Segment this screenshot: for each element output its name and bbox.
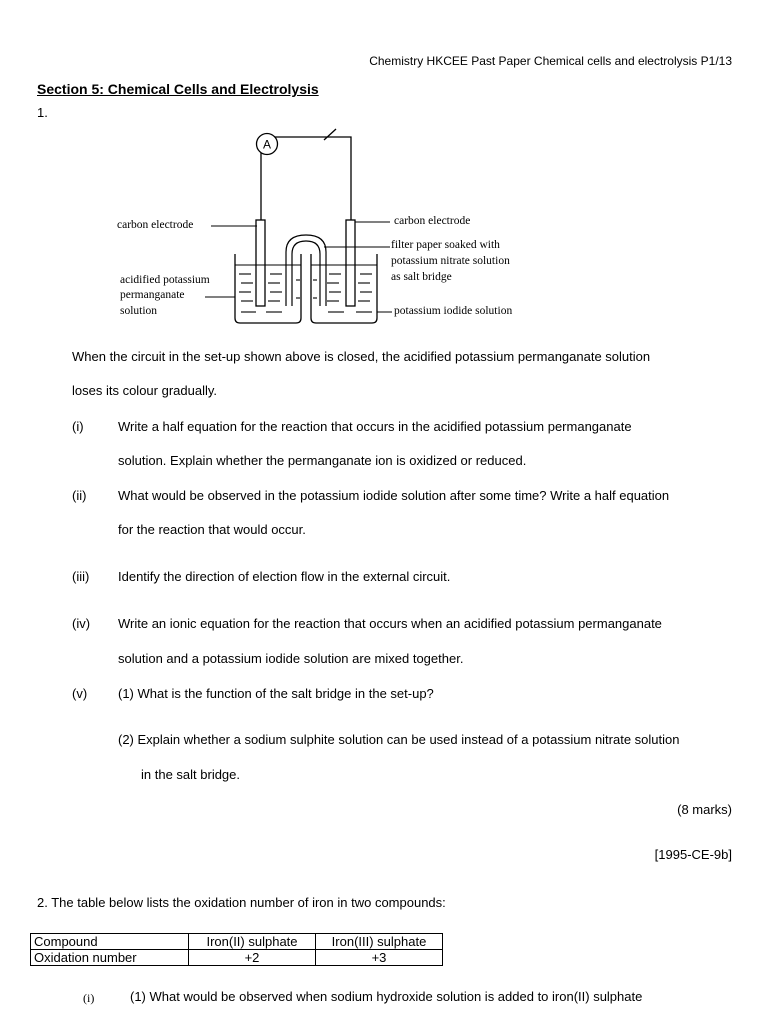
salt-bridge-inner bbox=[292, 241, 320, 306]
label-salt-bridge-1: filter paper soaked with bbox=[391, 239, 500, 251]
part-label: (iv) bbox=[72, 616, 91, 631]
table-row bbox=[31, 950, 443, 966]
section-title: Section 5: Chemical Cells and Electrolysis bbox=[37, 81, 319, 97]
part-label: (i) bbox=[72, 419, 84, 434]
q1-intro-line-1: When the circuit in the set-up shown above is closed, the acidified potassium permanganate solution bbox=[72, 349, 651, 364]
question-reference: [1995-CE-9b] bbox=[654, 847, 732, 862]
table-cell: +2 bbox=[189, 950, 316, 966]
part-i-line-1: Write a half equation for the reaction that occurs in the acidified potassium permanganate bbox=[118, 419, 632, 434]
part-label: (ii) bbox=[72, 488, 87, 503]
part-ii-line-1: What would be observed in the potassium iodide solution after some time? Write a half equation bbox=[118, 488, 670, 503]
label-salt-bridge-3: as salt bridge bbox=[391, 271, 452, 283]
part-iv-line-1: Write an ionic equation for the reaction that occurs when an acidified potassium permanganate bbox=[118, 616, 662, 631]
table-row bbox=[31, 934, 443, 950]
part-v-line-2: (2) Explain whether a sodium sulphite solution can be used instead of a potassium nitrate solution bbox=[118, 732, 680, 747]
right-carbon-electrode bbox=[346, 220, 355, 306]
label-left-solution-3: solution bbox=[120, 305, 158, 317]
part-iv-line-2: solution and a potassium iodide solution are mixed together. bbox=[118, 651, 464, 666]
right-solution-dashes bbox=[311, 265, 377, 312]
page-header: Chemistry HKCEE Past Paper Chemical cells and electrolysis P1/13 bbox=[369, 54, 732, 68]
table-cell: Iron(II) sulphate bbox=[189, 934, 316, 950]
table-cell: +3 bbox=[316, 950, 443, 966]
part-iii-line-1: Identify the direction of election flow in the external circuit. bbox=[118, 569, 451, 584]
part-ii-line-2: for the reaction that would occur. bbox=[118, 522, 306, 537]
part-label: (iii) bbox=[72, 569, 90, 584]
part-i-line-2: solution. Explain whether the permanganate ion is oxidized or reduced. bbox=[118, 453, 527, 468]
label-right-solution: potassium iodide solution bbox=[394, 305, 513, 317]
part-v-line-1: (1) What is the function of the salt bridge in the set-up? bbox=[118, 686, 434, 701]
label-left-solution-1: acidified potassium bbox=[120, 274, 210, 286]
part-label: (v) bbox=[72, 686, 88, 701]
question-1-number: 1. bbox=[37, 105, 48, 120]
q2-part-i-label: (i) bbox=[83, 991, 95, 1005]
label-left-solution-2: permanganate bbox=[120, 289, 185, 301]
switch bbox=[324, 129, 336, 140]
marks: (8 marks) bbox=[677, 802, 732, 817]
table-cell: Compound bbox=[31, 934, 189, 950]
q2-intro: 2. The table below lists the oxidation number of iron in two compounds: bbox=[37, 895, 446, 910]
left-carbon-electrode bbox=[256, 220, 265, 306]
right-beaker bbox=[311, 254, 377, 323]
label-right-electrode: carbon electrode bbox=[394, 215, 471, 227]
ammeter-label: A bbox=[262, 137, 272, 152]
label-salt-bridge-2: potassium nitrate solution bbox=[391, 255, 510, 267]
left-solution-dashes bbox=[235, 265, 301, 312]
oxidation-number-table bbox=[30, 933, 443, 966]
part-v-line-3: in the salt bridge. bbox=[141, 767, 241, 782]
table-cell: Oxidation number bbox=[31, 950, 189, 966]
left-beaker bbox=[235, 254, 301, 323]
table-cell: Iron(III) sulphate bbox=[316, 934, 443, 950]
q2-part-i-text: (1) What would be observed when sodium hydroxide solution is added to iron(II) sulphate bbox=[130, 989, 643, 1004]
q1-intro-line-2: loses its colour gradually. bbox=[72, 383, 217, 398]
label-left-electrode: carbon electrode bbox=[117, 219, 194, 231]
